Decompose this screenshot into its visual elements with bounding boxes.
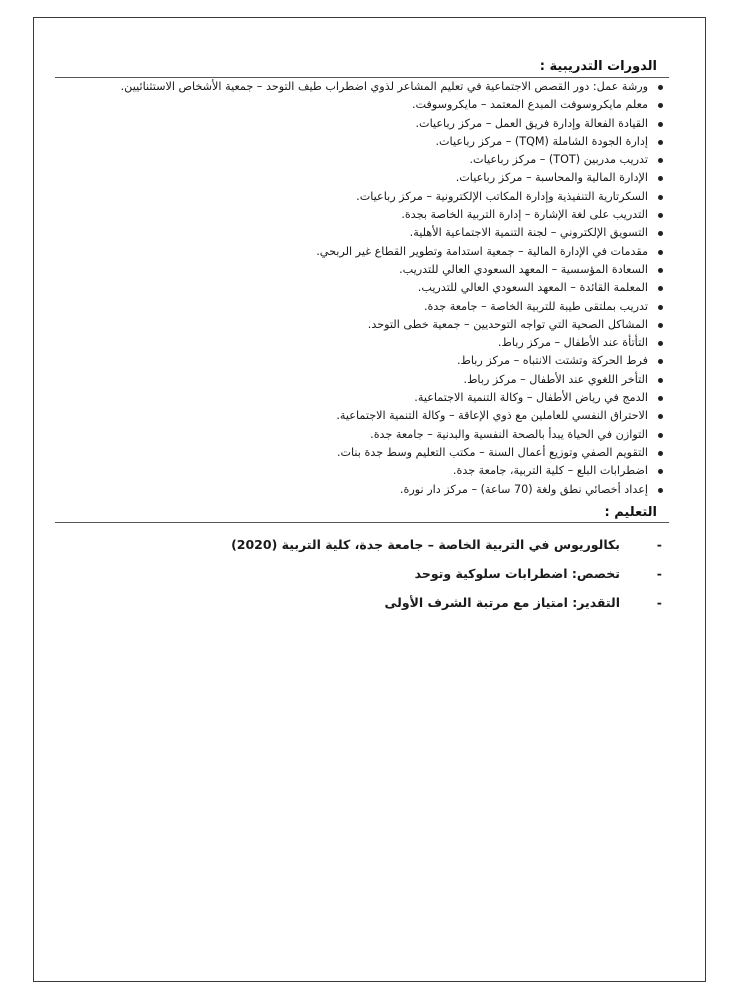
list-item: اضطرابات البلع – كلية التربية، جامعة جدة. [68,462,668,480]
list-item: التوازن في الحياة يبدأ بالصحة النفسية والبدنية – جامعة جدة. [68,426,668,444]
bullet-icon [658,378,663,383]
bullet-icon [658,85,663,90]
list-item: - بكالوريوس في التربية الخاصة – جامعة جدة، كلية التربية (2020) [68,530,668,559]
bullet-icon [658,396,663,401]
list-item: مقدمات في الإدارة المالية – جمعية استدامة وتطوير القطاع غير الربحي. [68,243,668,261]
list-item: إدارة الجودة الشاملة (TQM) – مركز رباعيات. [68,133,668,151]
list-item: الإدارة المالية والمحاسبة – مركز رباعيات. [68,169,668,187]
list-item: التدريب على لغة الإشارة – إدارة التربية الخاصة بجدة. [68,206,668,224]
list-item: تدريب مدربين (TOT) – مركز رباعيات. [68,151,668,169]
list-item: الاحتراق النفسي للعاملين مع ذوي الإعاقة – وكالة التنمية الاجتماعية. [68,407,668,425]
bullet-icon [658,195,663,200]
bullet-icon [658,359,663,364]
list-item: المعلمة القائدة – المعهد السعودي العالي للتدريب. [68,279,668,297]
bullet-icon [658,122,663,127]
list-item: المشاكل الصحية التي تواجه التوحديين – جمعية خطى التوحد. [68,316,668,334]
bullet-icon [658,305,663,310]
list-item: ورشة عمل: دور القصص الاجتماعية في تعليم المشاعر لذوي اضطراب طيف التوحد – جمعية الأشخاص الاستثنائيين. [68,78,668,96]
list-item: - التقدير: امتياز مع مرتبة الشرف الأولى [68,588,668,617]
list-item: فرط الحركة وتشتت الانتباه – مركز رباط. [68,352,668,370]
list-item: التسويق الإلكتروني – لجنة التنمية الاجتماعية الأهلية. [68,224,668,242]
list-item: التأخر اللغوي عند الأطفال – مركز رباط. [68,371,668,389]
list-item: - تخصص: اضطرابات سلوكية وتوحد [68,559,668,588]
bullet-icon [658,469,663,474]
list-item: الدمج في رياض الأطفال – وكالة التنمية الاجتماعية. [68,389,668,407]
bullet-icon [658,176,663,181]
education-divider [55,522,669,523]
bullet-icon [658,433,663,438]
bullet-icon [658,103,663,108]
dash-icon: - [656,566,662,581]
bullet-icon [658,268,663,273]
list-item: السكرتارية التنفيذية وإدارة المكاتب الإلكترونية – مركز رباعيات. [68,188,668,206]
bullet-icon [658,213,663,218]
bullet-icon [658,140,663,145]
education-heading: التعليم : [604,505,657,520]
bullet-icon [658,323,663,328]
list-item: القيادة الفعالة وإدارة فريق العمل – مركز رباعيات. [68,115,668,133]
bullet-icon [658,250,663,255]
bullet-icon [658,158,663,163]
list-item: معلم مايكروسوفت المبدع المعتمد – مايكروسوفت. [68,96,668,114]
list-item: التأتأة عند الأطفال – مركز رباط. [68,334,668,352]
education-list [68,530,668,617]
list-item: تدريب بملتقى طيبة للتربية الخاصة – جامعة جدة. [68,298,668,316]
bullet-icon [658,341,663,346]
bullet-icon [658,414,663,419]
bullet-icon [658,488,663,493]
courses-heading: الدورات التدريبية : [539,59,657,74]
list-item: السعادة المؤسسية – المعهد السعودي العالي للتدريب. [68,261,668,279]
dash-icon: - [656,537,662,552]
list-item: إعداد أخصائي نطق ولغة (70 ساعة) – مركز دار نورة. [68,481,668,499]
bullet-icon [658,451,663,456]
bullet-icon [658,231,663,236]
list-item: التقويم الصفي وتوزيع أعمال السنة – مكتب التعليم وسط جدة بنات. [68,444,668,462]
bullet-icon [658,286,663,291]
courses-list [68,78,668,499]
dash-icon: - [656,595,662,610]
